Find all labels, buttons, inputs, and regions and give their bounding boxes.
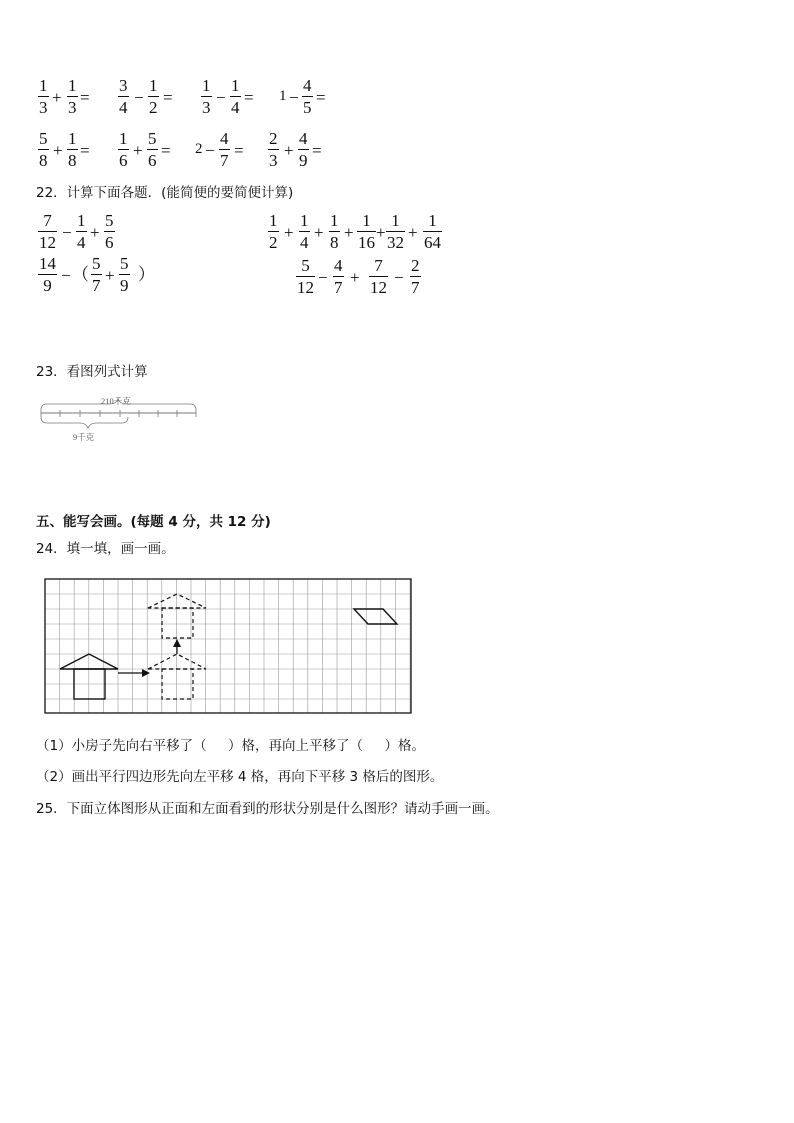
operator: + <box>90 223 100 242</box>
fraction: 1 8 <box>68 129 77 170</box>
left-paren: （ <box>72 265 89 284</box>
fraction: 5 6 <box>105 211 114 252</box>
question-22-title: 22．计算下面各题．(能简便的要简便计算) <box>36 185 294 201</box>
whole-number: 2 <box>195 141 203 157</box>
operator: + <box>284 223 294 242</box>
equals-sign: = <box>234 141 244 160</box>
total-label: 210千克 <box>101 396 131 406</box>
fraction: 1 3 <box>202 76 211 117</box>
operator: + <box>133 141 143 160</box>
operator: + <box>350 268 360 287</box>
fraction: 7 12 <box>39 211 56 252</box>
fraction: 7 12 <box>370 256 387 297</box>
fraction: 5 9 <box>120 254 129 295</box>
operator: − <box>134 88 144 107</box>
equals-sign: = <box>80 88 90 107</box>
fraction: 3 4 <box>119 76 128 117</box>
question-24-sub1: （1）小房子先向右平移了（ ）格，再向上平移了（ ）格。 <box>36 738 426 754</box>
operator: + <box>376 223 386 242</box>
fraction: 4 7 <box>220 129 229 170</box>
fraction: 14 9 <box>39 254 56 295</box>
question-24-title: 24．填一填，画一画。 <box>36 541 175 557</box>
arrow-right-icon <box>142 669 150 677</box>
fraction: 1 4 <box>300 211 309 252</box>
equals-sign: = <box>244 88 254 107</box>
part-brace <box>41 417 128 428</box>
dashed-roof <box>148 594 206 608</box>
dashed-roof <box>148 654 206 669</box>
fraction: 4 7 <box>334 256 343 297</box>
operator: − <box>289 88 299 107</box>
fraction: 1 4 <box>77 211 86 252</box>
fraction: 2 3 <box>269 129 278 170</box>
operator: + <box>53 141 63 160</box>
operator: − <box>61 266 71 285</box>
fraction: 1 3 <box>68 76 77 117</box>
part-label: 9千克 <box>73 432 95 442</box>
operator: + <box>52 88 62 107</box>
fraction: 5 12 <box>297 256 314 297</box>
right-paren: ） <box>138 265 155 284</box>
section-5-title: 五、能写会画。(每题 4 分，共 12 分) <box>36 514 271 530</box>
operator: − <box>216 88 226 107</box>
question-24-sub2: （2）画出平行四边形先向左平移 4 格，再向下平移 3 格后的图形。 <box>36 769 444 785</box>
dashed-house-right <box>148 654 206 699</box>
operator: + <box>344 223 354 242</box>
equals-sign: = <box>161 141 171 160</box>
operator: − <box>62 223 72 242</box>
fraction: 5 7 <box>92 254 101 295</box>
dashed-house-up <box>148 594 206 638</box>
dashed-body <box>162 608 193 638</box>
operator: − <box>394 268 404 287</box>
fraction: 1 8 <box>330 211 339 252</box>
fraction: 1 32 <box>387 211 404 252</box>
parallelogram <box>354 609 397 624</box>
equals-sign: = <box>80 141 90 160</box>
equals-sign: = <box>316 88 326 107</box>
fraction: 1 4 <box>231 76 240 117</box>
arrow-up-icon <box>173 639 181 647</box>
operator: − <box>205 141 215 160</box>
fraction: 4 9 <box>299 129 308 170</box>
question-23-title: 23．看图列式计算 <box>36 364 148 380</box>
fraction: 1 2 <box>149 76 158 117</box>
fraction: 2 7 <box>411 256 420 297</box>
fraction: 1 64 <box>424 211 441 252</box>
operator: + <box>105 266 115 285</box>
grid-border <box>45 579 411 713</box>
whole-number: 1 <box>279 88 287 104</box>
fraction: 4 5 <box>303 76 312 117</box>
question-25-title: 25．下面立体图形从正面和左面看到的形状分别是什么图形？请动手画一画。 <box>36 801 499 817</box>
grid-lines <box>45 579 411 713</box>
fraction: 1 16 <box>358 211 375 252</box>
equals-sign: = <box>163 88 173 107</box>
operator: + <box>314 223 324 242</box>
fraction: 1 3 <box>39 76 48 117</box>
operator: + <box>408 223 418 242</box>
equals-sign: = <box>312 141 322 160</box>
operator: + <box>284 141 294 160</box>
grid-figure <box>44 578 414 715</box>
fraction: 5 6 <box>148 129 157 170</box>
operator: − <box>318 268 328 287</box>
fraction: 1 2 <box>269 211 278 252</box>
fraction: 1 6 <box>119 129 128 170</box>
fraction: 5 8 <box>39 129 48 170</box>
